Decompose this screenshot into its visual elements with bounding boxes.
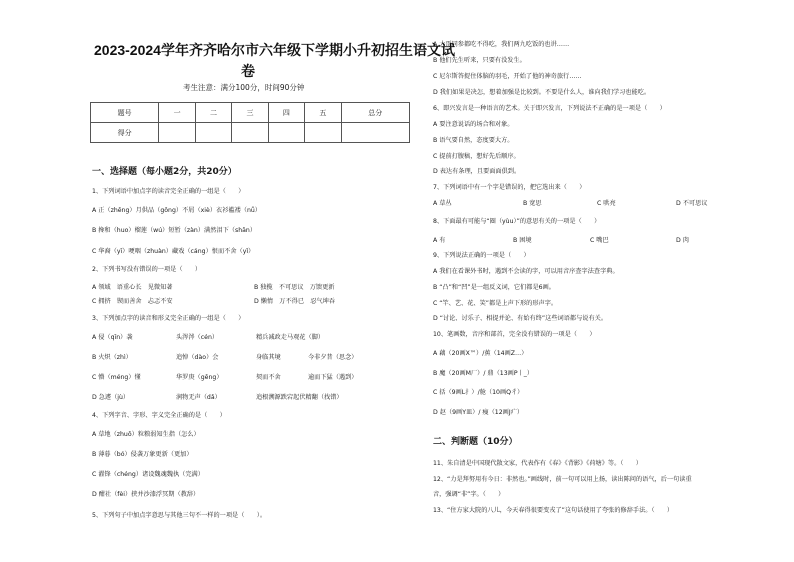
q9-option-b: B “凸”和“凹”是一组反义词，它们都是6画。	[433, 284, 555, 291]
q9-option-d: D “讨论、讨乐子、相提并论、有始有终”这些词语都与说有关。	[433, 315, 608, 322]
score-table-header-row	[91, 103, 410, 123]
q10-option-d: D 赵（9画Y皿）/ 瘦（12画J疒）	[433, 409, 524, 416]
q4-stem: 4、下列字音、字形、字义完全正确的是（ ）	[92, 412, 226, 419]
q6-option-d: D 表达有条理，且要面面俱到。	[433, 168, 521, 175]
q2-option-b: B 独揽 不可思议 万馈更新	[254, 284, 335, 291]
q3-option-c-1: C 懵（méng）懂	[92, 374, 141, 381]
q7-option-c: C 哄亮	[597, 200, 616, 207]
score-cell	[195, 123, 231, 143]
q9-option-c: C “竿、艺、花、笑”都是上声下形的形声字。	[433, 300, 558, 307]
q2-option-c: C 拥挤 锲而善舍 忐忑不安	[92, 298, 173, 305]
q7-stem: 7、下列词语中有一个字是错误的，把它选出来（ ）	[433, 184, 586, 191]
score-header-cell: 二	[195, 103, 231, 123]
q8-option-d: D 肉	[676, 237, 689, 244]
q3-option-b-1: B 火炽（zhì）	[92, 354, 132, 361]
score-cell	[159, 123, 195, 143]
q4-option-c: C 濯锋（chéng）诸设魏魂魏执（完满）	[92, 471, 204, 478]
document-title-line2: 卷	[241, 63, 255, 79]
score-header-cell: 五	[305, 103, 341, 123]
q3-option-d-2: 润物无声（dǎ）	[176, 394, 221, 401]
q13-text: 13、“住方家大院的八儿，今天春得很要变戎了”这句话使用了夸张的修辞手法。（ ）	[433, 507, 674, 514]
q5-option-c: C 尼尔斯答捉住体脑的羽毛，开始了他的神奇旅行……	[433, 73, 582, 80]
q7-option-d: D 不可思议	[676, 200, 708, 207]
q3-option-a-3: 精兵减政走马观花（脚）	[256, 334, 325, 341]
q3-option-d-1: D 急遽（jù）	[92, 394, 130, 401]
q5-option-d: D 我们如果是决怎，想着加强是比较到。不要是什么人，谁向我们学习也能吃。	[433, 89, 651, 96]
q11-text: 11、朱自清是中国现代散文家，代表作有《春》《背影》《荷塘》等。（ ）	[433, 460, 642, 467]
score-cell	[268, 123, 304, 143]
q9-stem: 9、下列说法正确的一项是（ ）	[433, 252, 530, 259]
q3-option-a-1: A 侵（qīn）袭	[92, 334, 133, 341]
document-title-line1: 2023-2024学年齐齐哈尔市六年级下学期小升初招生语文试	[94, 42, 455, 58]
q8-option-b: B 困境	[513, 237, 532, 244]
q4-option-b: B 薄暮（bó）侵袭万象更新（更加）	[92, 451, 193, 458]
q3-option-c-3: 契而不舍	[256, 374, 281, 381]
q5-stem: 5、下列句子中加点字意思与其他三句不一样的一项是（ ）。	[92, 512, 267, 519]
q6-stem: 6、即兴发言是一种语言的艺术。关于即兴发言，下列说法不正确的是一项是（ ）	[433, 105, 666, 112]
q6-option-a: A 要注意说话的场合和对象。	[433, 121, 514, 128]
score-table	[90, 102, 410, 143]
q3-stem: 3、下列加点字的读音和形义完全正确的一组是（ ）	[92, 315, 245, 322]
q10-stem: 10、笔画数，音序和部首，完全没有错误的一项是（ ）	[433, 331, 596, 338]
score-header-cell: 三	[232, 103, 268, 123]
q8-stem: 8、下面最有可能与“圈（yùu）”的意思有关的一项是（ ）	[433, 218, 601, 225]
q10-option-c: C 括（9画L扌）/舱（10画Q彳）	[433, 389, 524, 396]
q3-option-b-4: 今非夕昔（思念）	[308, 354, 358, 361]
q3-option-c-2: 华罗庚（gēng）	[176, 374, 223, 381]
section-1-heading: 一、选择题（每小题2分，共20分）	[92, 167, 237, 177]
section-2-heading: 二、判断题（10分）	[433, 437, 518, 447]
q8-option-c: C 嘴巴	[590, 237, 609, 244]
q5-option-b: B 他们先生听来，只要有没发生。	[433, 57, 526, 64]
q6-option-b: B 语气要自然，态度要大方。	[433, 137, 514, 144]
q3-option-c-4: 逾而下猛（遇到）	[308, 374, 358, 381]
score-row-label: 得分	[91, 123, 159, 143]
q1-option-c: C 华裔（yī）哽咽（zhuàn）藏戏（cáng）恨而不舍（yǐ）	[92, 248, 255, 255]
score-cell	[305, 123, 341, 143]
q5-option-a: A 大哥同参都吃不得吃，我们两九吃饭的也讲……	[433, 41, 570, 48]
score-cell	[232, 123, 268, 143]
score-header-cell: 总分	[341, 103, 409, 123]
q9-option-a: A 我们在看课外书时，遇到不会读的字，可以用音序查字法查字典。	[433, 268, 619, 275]
q3-option-b-3: 身临其境	[256, 354, 281, 361]
q7-option-a: A 草丛	[433, 200, 452, 207]
q3-option-d-3: 追根溯源跌宕起伏精翻（找错）	[256, 394, 343, 401]
q12-text-line1: 12、“力是拜努用有今日：非然也。”画线时，前一句可以用上扬，读出陈问的语气，后一句读重	[433, 476, 692, 483]
score-table-score-row	[91, 123, 410, 143]
q1-option-a: A 正（zhēng）月供品（gōng）不屑（xiè）衣衫褴褛（nǚ）	[92, 207, 261, 214]
q1-option-b: B 搀和（huo）榴莲（wú）短暂（zàn）满然泪下（shān）	[92, 227, 257, 234]
score-header-cell: 一	[159, 103, 195, 123]
q10-option-a: A 藕（20画X™）/蕉（14画Z…）	[433, 350, 528, 357]
q7-option-b: B 宽思	[523, 200, 542, 207]
q8-option-a: A 有	[433, 237, 446, 244]
q3-option-b-2: 追悼（dào）会	[176, 354, 219, 361]
q1-stem: 1、下列词语中加点字的读音完全正确的一组是（ ）	[92, 188, 245, 195]
score-cell	[341, 123, 409, 143]
q6-option-c: C 提前打腹稿，想好先后顺序。	[433, 153, 520, 160]
q4-option-a: A 草地（zhuō）粒粮弱知生指（怎么）	[92, 431, 200, 438]
exam-notice: 考生注意：满分100分，时间90分钟	[183, 83, 305, 92]
score-header-cell: 四	[268, 103, 304, 123]
q2-stem: 2、下列书写没有错误的一项是（ ）	[92, 266, 202, 273]
q10-option-b: B 魔（20画M厂）/ 鼎（13画P丨_）	[433, 370, 534, 377]
q2-option-d: D 懒惰 万不得已 忍气坤吞	[254, 298, 335, 305]
q2-option-a: A 领域 语重心长 见微知著	[92, 284, 173, 291]
score-header-cell: 题号	[91, 103, 159, 123]
q4-option-d: D 酣社（fèi）挟并沙漆浮冥期（教辞）	[92, 491, 200, 498]
q12-text-line2: 音，强调“非”字。（ ）	[433, 491, 505, 498]
q3-option-a-2: 头涔涔（cén）	[176, 334, 219, 341]
